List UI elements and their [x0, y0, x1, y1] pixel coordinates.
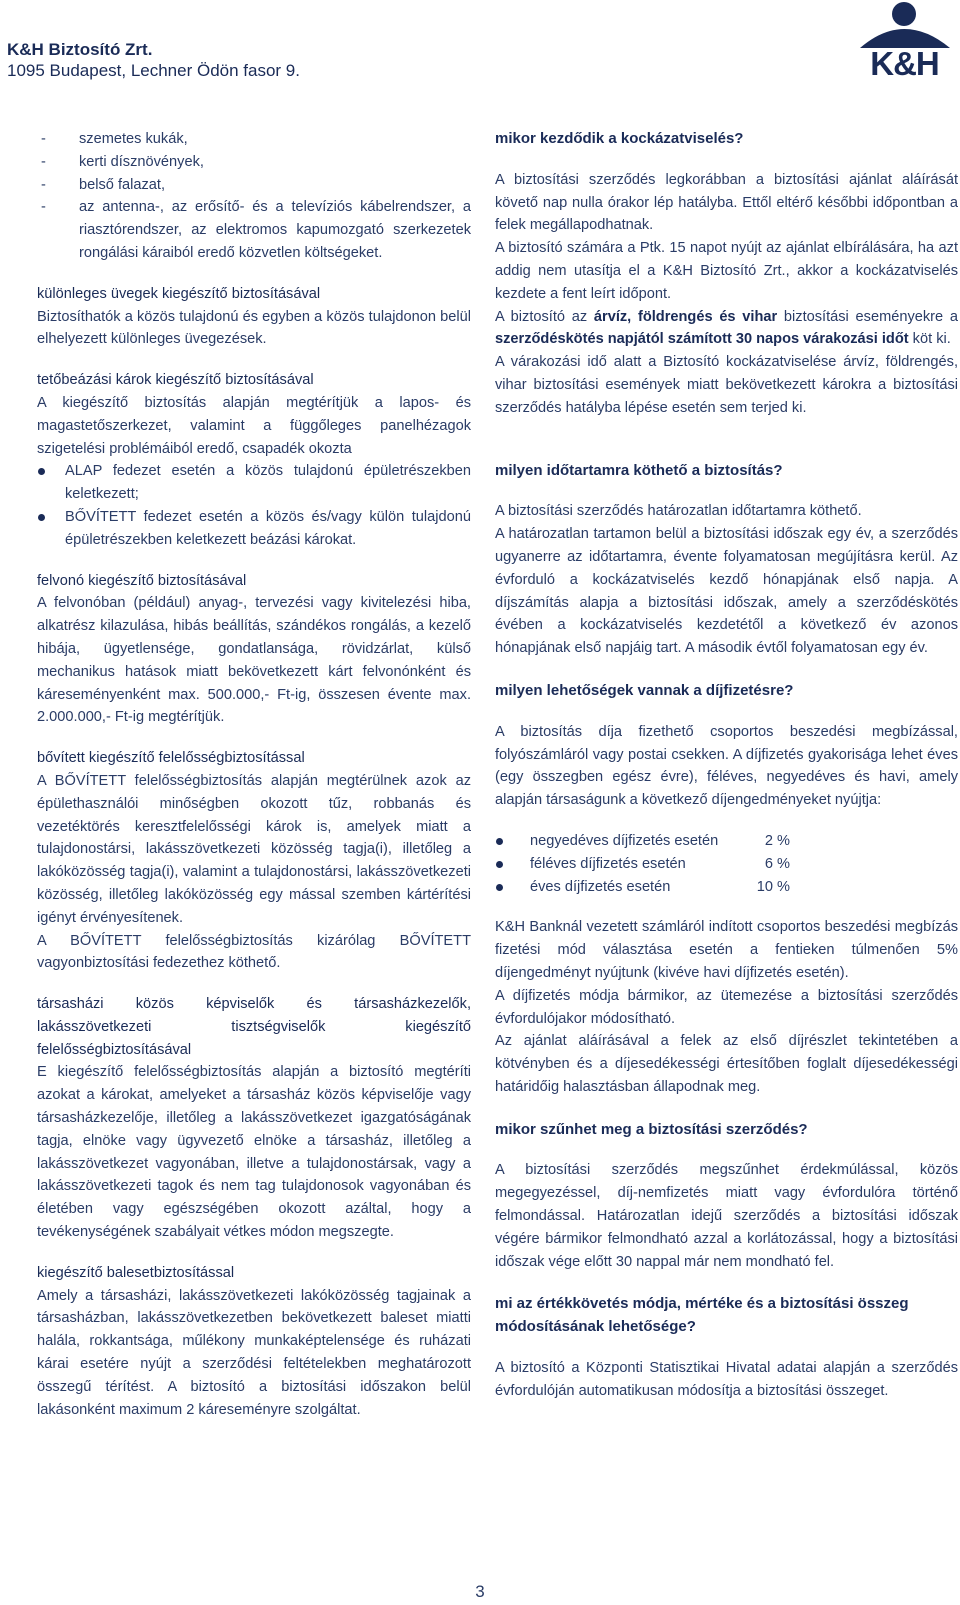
paragraph: A biztosító a Központi Statisztikai Hivatal adatai alapján a szerződés évfordulóján automatikusan módosítja a biztosítási összeget.: [495, 1360, 958, 1399]
bullet-icon: [496, 861, 503, 868]
bullet-icon: [38, 514, 45, 521]
section-title: társasházi közös képviselők és társasházkezelők, lakásszövetkezeti tisztségviselők kiegészítő felelősségbiztosításával: [37, 996, 471, 1058]
paragraph: A biztosítás díja fizethető csoportos beszedési megbízással, folyószámláról vagy postai csekken. A díjfizetés gyakorisága lehet éves (egy összegben egész évre), féléves, negyedéves és havi, amely alapján társaságunk a következő díjengedményeket nyújtja:: [495, 723, 958, 809]
section-body: E kiegészítő felelősségbiztosítás alapján a biztosító megtéríti azokat a károkat, amelyeket a társasház közös képviselője vagy társasházkezelője, illetőleg a lakásszövetkezet igazgatóságának tagja, elnöke vagy ügyvezető elnöke a társasház, illetőleg a lakásszövetkezet vagyonában, illetve a tulajdonostársak, vagy a lakásszövetkezeti tagok és nem tag tulajdonosok vagyonában és életében vagy egészségében okozott azáltal, hogy a tevékenységének szabályait vétkes módon megszegte.: [37, 1064, 471, 1241]
bullet-icon: [496, 838, 503, 845]
paragraph: A biztosító az árvíz, földrengés és vihar biztosítási eseményekre a szerződéskötés napjától számított 30 napos várakozási időt köt ki.: [495, 308, 958, 348]
paragraph: Az ajánlat aláírásával a felek az első díjrészlet tekintetében a kötvényben és a díjesedékességi értesítőben foglalt díjesedékességi határidőig halasztásban állapodnak meg.: [495, 1033, 958, 1095]
section-body: Biztosíthatók a közös tulajdonú és egyben a közös tulajdonon belül elhelyezett különleges üvegezések.: [37, 308, 471, 348]
section-roof-leak: [37, 369, 471, 551]
right-column: [495, 128, 958, 1403]
section-title: felvonó kiegészítő biztosításával: [37, 572, 247, 589]
section-body: Amely a társasházi, lakásszövetkezeti lakóközösség tagjainak a társasházban, lakásszövetkezetben bekövetkezett baleset miatti halála, rokkantsága, műlékony munkaképtelensége és ruházati kárai esetére nyújt a szerződési feltételekben meghatározott összegű térítést. A biztosító a biztosítási időszakon belül lakásonként maximum 2 káreseményre szolgáltat.: [37, 1287, 471, 1418]
section-accident: [37, 1262, 471, 1422]
section-body: A felvonóban (például) anyag-, tervezési vagy kivitelezési hiba, alkatrész kilazulása, hibás beállítás, szándékos rongálás, a kezelő hibája, ügyetlensége, gondatlansága, rövidzárlat, külső mechanikus hatások miatt bekövetkezett kárt felvonónként és káreseményenként max. 500.000,- Ft-ig, összesen évente max. 2.000.000,- Ft-ig megtérítjük.: [37, 595, 471, 726]
section-representatives-liability: [37, 993, 471, 1244]
question-title: milyen lehetőségek vannak a díjfizetésre?: [495, 681, 794, 699]
section-title: kiegészítő balesetbiztosítással: [37, 1264, 235, 1281]
paragraph: A biztosítási szerződés megszűnhet érdekmúlással, közös megegyezéssel, díj-nemfizetés miatt vagy évfordulóra történő felmondással. Határozatlan idejű szerződés a biztosítási időszak végére bármikor felmondható azzal a korlátozással, hogy a biztosítási időszak vége előtt 30 nappal már nem mondható fel.: [495, 1162, 958, 1270]
list-item: negyedéves díjfizetés esetén 2 %: [495, 830, 958, 853]
kh-logo: [852, 0, 957, 82]
company-name: K&H Biztosító Zrt.: [7, 40, 153, 59]
list-item: féléves díjfizetés esetén 6 %: [495, 853, 958, 876]
bullet-list: [37, 460, 471, 551]
logo-figure-icon: [852, 0, 957, 50]
section-title: különleges üvegek kiegészítő biztosításával: [37, 285, 321, 302]
section-elevator: [37, 570, 471, 730]
question-title: mikor kezdődik a kockázatviselés?: [495, 130, 744, 147]
left-column: [37, 128, 471, 1421]
list-item: BŐVÍTETT fedezet esetén a közös és/vagy külön tulajdonú épületrészekben keletkezett beázási károkat.: [37, 506, 471, 552]
bullet-icon: [38, 468, 45, 475]
paragraph: A díjfizetés módja bármikor, az ütemezése a biztosítási szerződés évfordulójakor módosítható.: [495, 987, 958, 1027]
list-item: éves díjfizetés esetén 10 %: [495, 876, 958, 899]
section-title: bővített kiegészítő felelősségbiztosítással: [37, 750, 305, 767]
company-address: 1095 Budapest, Lechner Ödön fasor 9.: [7, 61, 300, 80]
list-item: - az antenna-, az erősítő- és a televíziós kábelrendszer, a riasztórendszer, az elektromos kapumozgató szerkezetek rongálási káraiból eredő közvetlen költségeket.: [41, 199, 471, 261]
paragraph: A határozatlan tartamon belül a biztosítási időszak egy év, a szerződés ugyanerre az időtartamra, évente folyamatosan megújításra kerül. Az évforduló a kockázatviselés kezdő hónapjának első napja. A díjszámítás alapja a biztosítási időszak, amely a szerződéskötés évében a kockázatviselés kezdetétől a következő év azonos hónapjának első napjáig tart. A második évtől folyamatosan egy év.: [495, 526, 958, 657]
paragraph: K&H Banknál vezetett számláról indított csoportos beszedési megbízás fizetési mód választása esetén a fentieken túlmenően 5% díjengedményt nyújtunk (kivéve havi díjfizetés esetén).: [495, 919, 958, 981]
section-special-glass: [37, 283, 471, 351]
dash-list: [37, 128, 471, 265]
section-body: A kiegészítő biztosítás alapján megtérítjük a lapos- és magastetőszerkezet, valamint a függőleges panelhézagok szigetelési problémáiból eredő, csapadék okozta: [37, 394, 471, 457]
section-extended-liability: [37, 747, 471, 975]
page-number: 3: [475, 1582, 485, 1601]
discount-list: [495, 830, 958, 898]
question-title: milyen időtartamra köthető a biztosítás?: [495, 461, 783, 479]
paragraph: A biztosítási szerződés határozatlan időtartamra köthető.: [495, 503, 862, 520]
list-item: ALAP fedezet esetén a közös tulajdonú épületrészekben keletkezett;: [37, 460, 471, 506]
paragraph: A várakozási idő alatt a Biztosító kockázatviselése árvíz, földrengés, vihar biztosítási események miatt bekövetkezett károkra a biztosítási szerződés hatályba lépése esetén sem terjed ki.: [495, 354, 958, 416]
paragraph: A biztosítási szerződés legkorábban a biztosítási ajánlat aláírását követő nap nulla órakor lép hatályba. Ettől eltérő későbbi időpontban a felek megállapodhatnak.: [495, 171, 958, 234]
section-body: A BŐVÍTETT felelősségbiztosítás kizárólag BŐVÍTETT vagyonbiztosítási fedezethez köthető.: [37, 932, 471, 972]
section-title: tetőbeázási károk kiegészítő biztosításával: [37, 372, 314, 389]
list-item: - szemetes kukák,: [41, 131, 188, 147]
question-title: mikor szűnhet meg a biztosítási szerződés?: [495, 1120, 808, 1138]
question-title: mi az értékkövetés módja, mértéke és a biztosítási összeg módosításának lehetősége?: [495, 1295, 909, 1336]
section-body: A BŐVÍTETT felelősségbiztosítás alapján megtérülnek azok az épülethasználói minőségben okozott tűz, robbanás és vezetéktörés keresztfelelősségi károk is, amelyek miatt a tulajdonostársi, lakásszövetkezeti közösség tagja(i), illetőleg a lakóközösség tagja(i), valamint a tulajdonostársi, lakásszövetkezeti közösség, illetőleg lakóközösség egy mással szemben kártérítési igényt érvényesítenek.: [37, 772, 471, 926]
list-item: - kerti dísznövények,: [41, 153, 204, 170]
bullet-icon: [496, 884, 503, 891]
paragraph: A biztosító számára a Ptk. 15 napot nyújt az ajánlat elbírálására, ha azt addig nem utasítja el a K&H Biztosító Zrt., akkor a kockázatviselés kezdete a fent leírt időpont.: [495, 240, 958, 302]
logo-text: K&H: [870, 45, 939, 82]
list-item: - belső falazat,: [41, 176, 165, 193]
